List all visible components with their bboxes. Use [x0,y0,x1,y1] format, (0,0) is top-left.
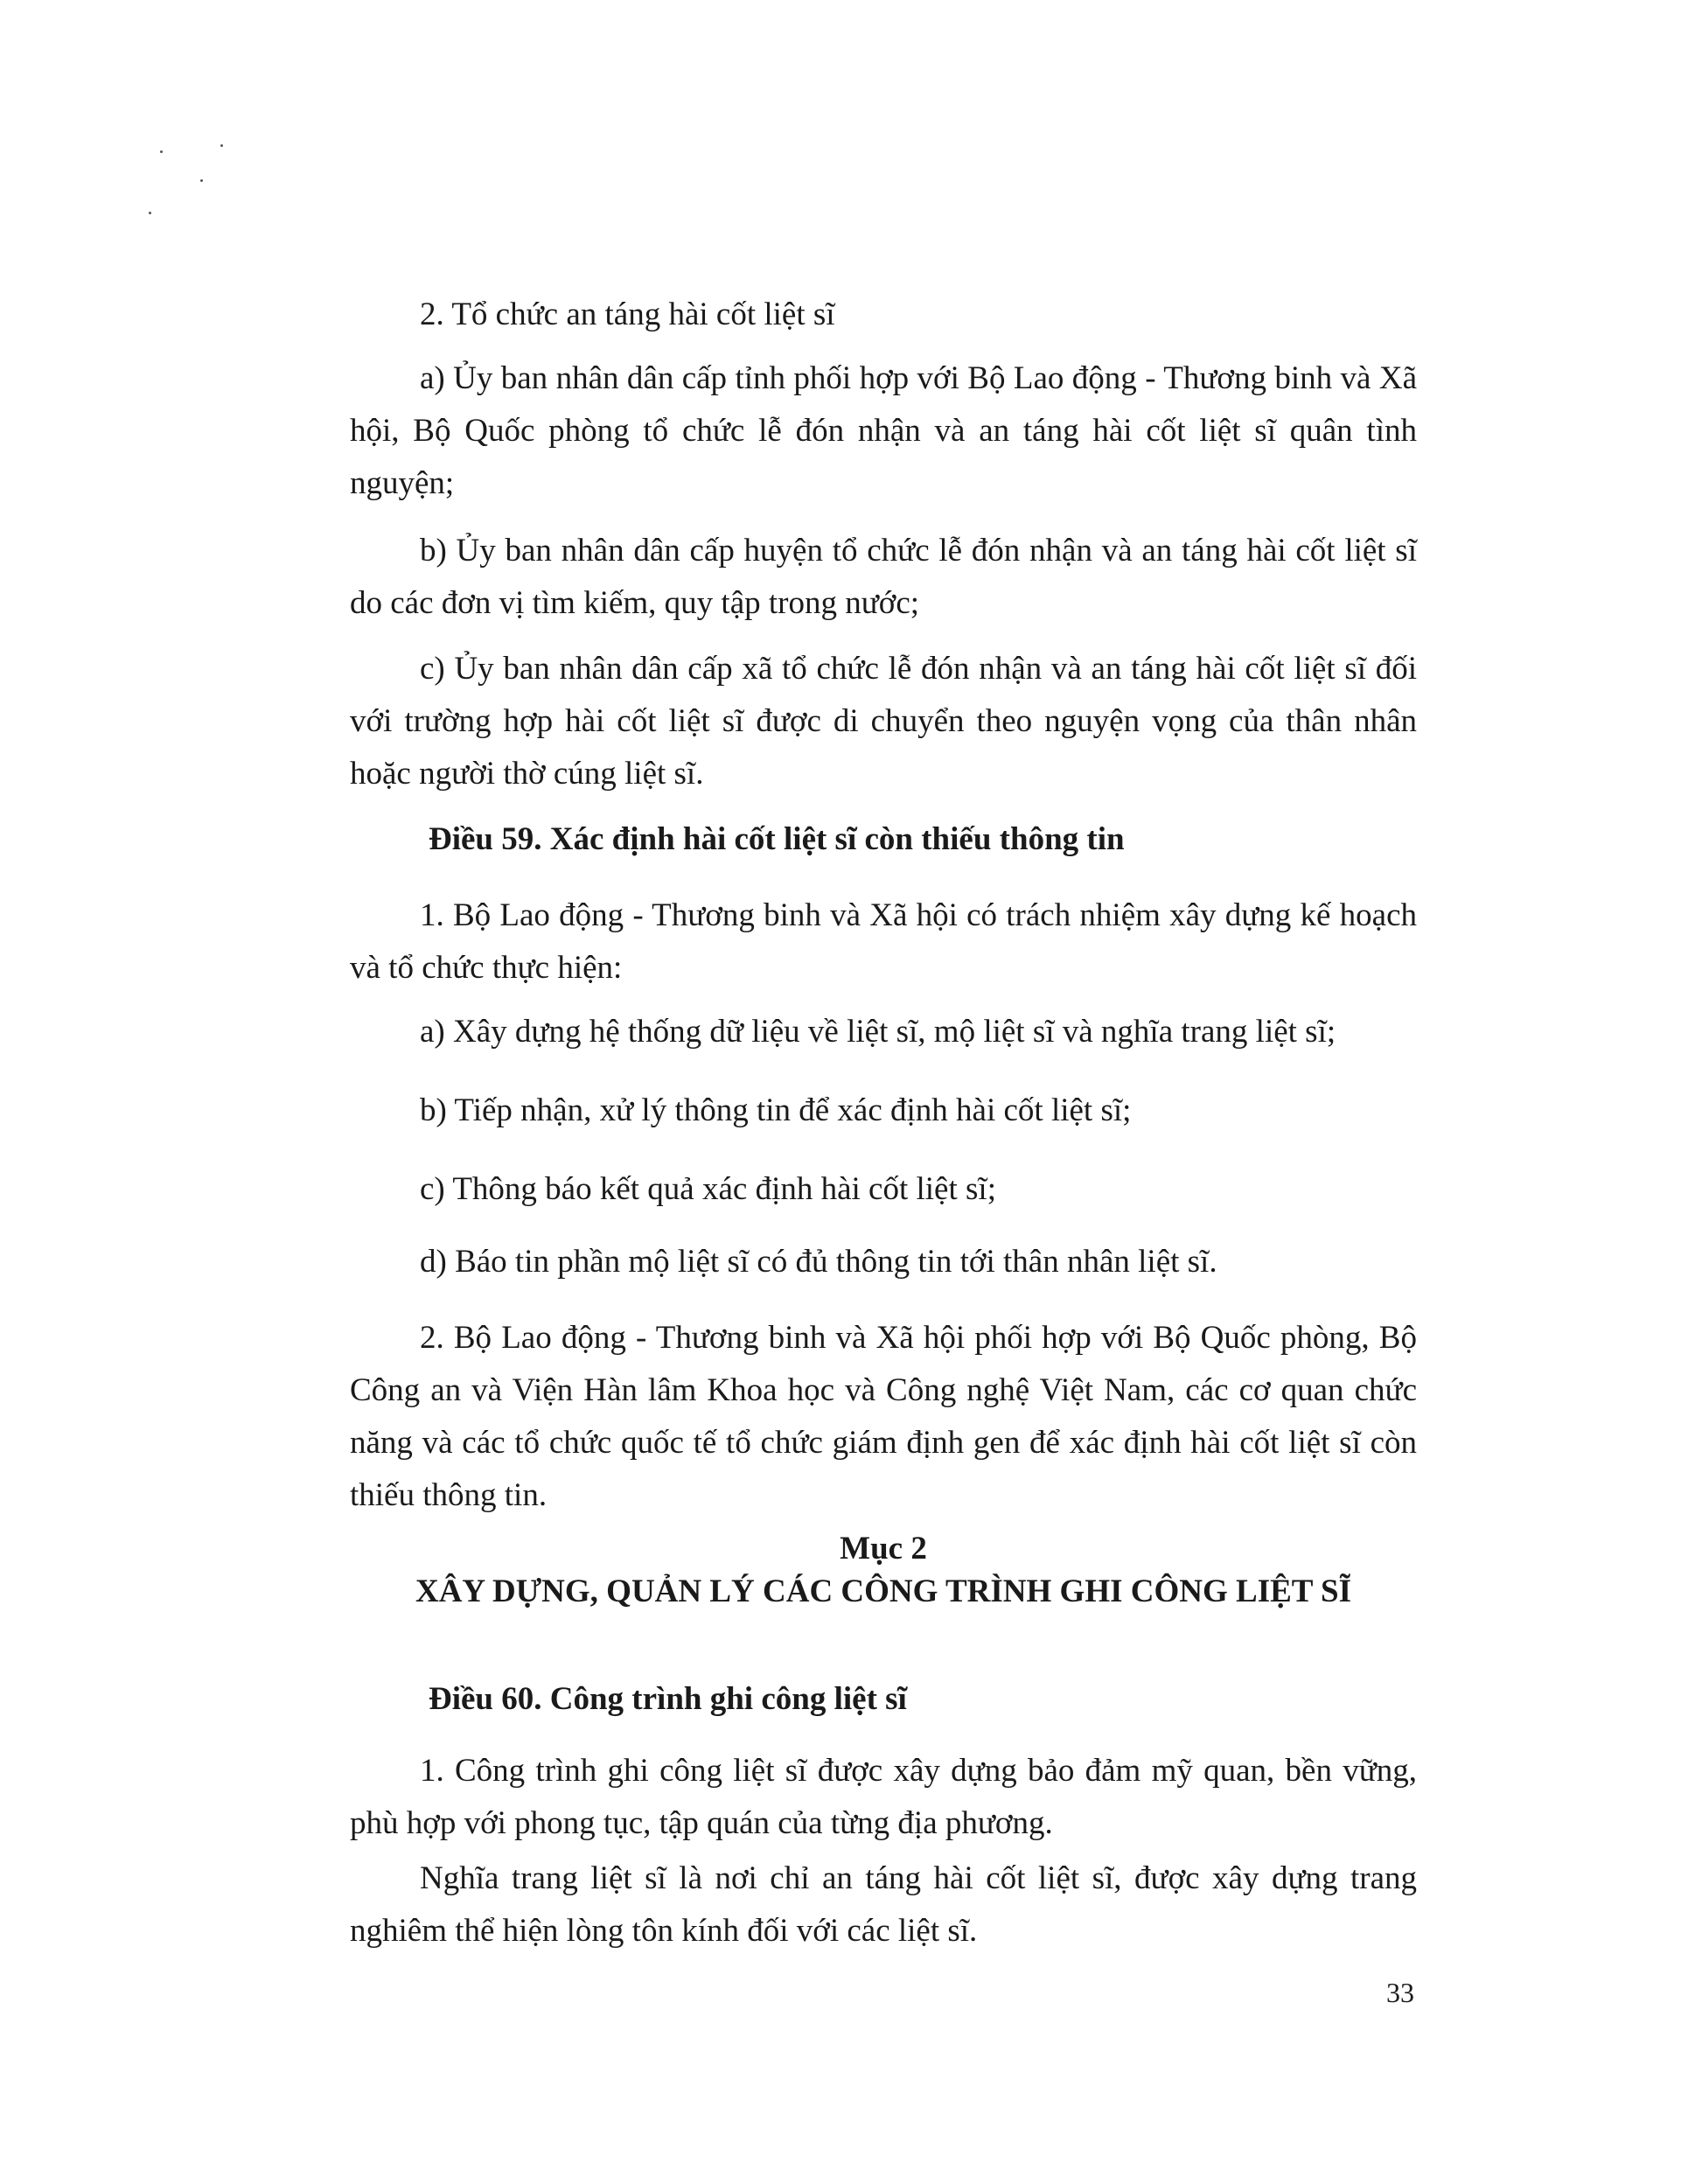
article-60-heading: Điều 60. Công trình ghi công liệt sĩ [429,1681,907,1717]
item-2a: a) Ủy ban nhân dân cấp tỉnh phối hợp với Bộ Lao động - Thương binh và Xã hội, Bộ Quốc phòng tổ chức lễ đón nhận và an táng hài cốt liệt sĩ quân tình nguyện; [350,360,1417,501]
article-60-paragraph: Nghĩa trang liệt sĩ là nơi chỉ an táng hài cốt liệt sĩ, được xây dựng trang nghiêm thể hiện lòng tôn kính đối với các liệt sĩ. [350,1860,1417,1949]
article-59-point-b: b) Tiếp nhận, xử lý thông tin để xác định hài cốt liệt sĩ; [420,1092,1132,1128]
scan-speck [160,150,163,153]
scan-speck [149,212,151,214]
article-59-point-a: a) Xây dựng hệ thống dữ liệu về liệt sĩ, mộ liệt sĩ và nghĩa trang liệt sĩ; [420,1014,1336,1050]
article-60-clause-1: 1. Công trình ghi công liệt sĩ được xây dựng bảo đảm mỹ quan, bền vững, phù hợp với phong tục, tập quán của từng địa phương. [350,1753,1417,1841]
page-number: 33 [1386,1977,1414,2008]
section-label: Mục 2 [840,1531,927,1566]
item-2c: c) Ủy ban nhân dân cấp xã tổ chức lễ đón nhận và an táng hài cốt liệt sĩ đối với trường hợp hài cốt liệt sĩ được di chuyển theo nguyện vọng của thân nhân hoặc người thờ cúng liệt sĩ. [350,651,1417,792]
article-59-point-c: c) Thông báo kết quả xác định hài cốt liệt sĩ; [420,1171,996,1207]
scan-speck [200,179,203,182]
item-2b: b) Ủy ban nhân dân cấp huyện tổ chức lễ đón nhận và an táng hài cốt liệt sĩ do các đơn vị tìm kiếm, quy tập trong nước; [350,533,1417,621]
item-2-title: 2. Tổ chức an táng hài cốt liệt sĩ [420,297,835,332]
article-59-heading: Điều 59. Xác định hài cốt liệt sĩ còn thiếu thông tin [429,821,1125,857]
scan-speck [220,144,223,147]
article-59-clause-1: 1. Bộ Lao động - Thương binh và Xã hội có trách nhiệm xây dựng kế hoạch và tổ chức thực hiện: [350,897,1417,986]
article-59-clause-2: 2. Bộ Lao động - Thương binh và Xã hội phối hợp với Bộ Quốc phòng, Bộ Công an và Viện Hàn lâm Khoa học và Công nghệ Việt Nam, các cơ quan chức năng và các tổ chức quốc tế tổ chức giám định gen để xác định hài cốt liệt sĩ còn thiếu thông tin. [350,1320,1417,1513]
section-title: XÂY DỰNG, QUẢN LÝ CÁC CÔNG TRÌNH GHI CÔNG LIỆT SĨ [415,1573,1352,1609]
article-59-point-d: d) Báo tin phần mộ liệt sĩ có đủ thông tin tới thân nhân liệt sĩ. [420,1244,1217,1280]
